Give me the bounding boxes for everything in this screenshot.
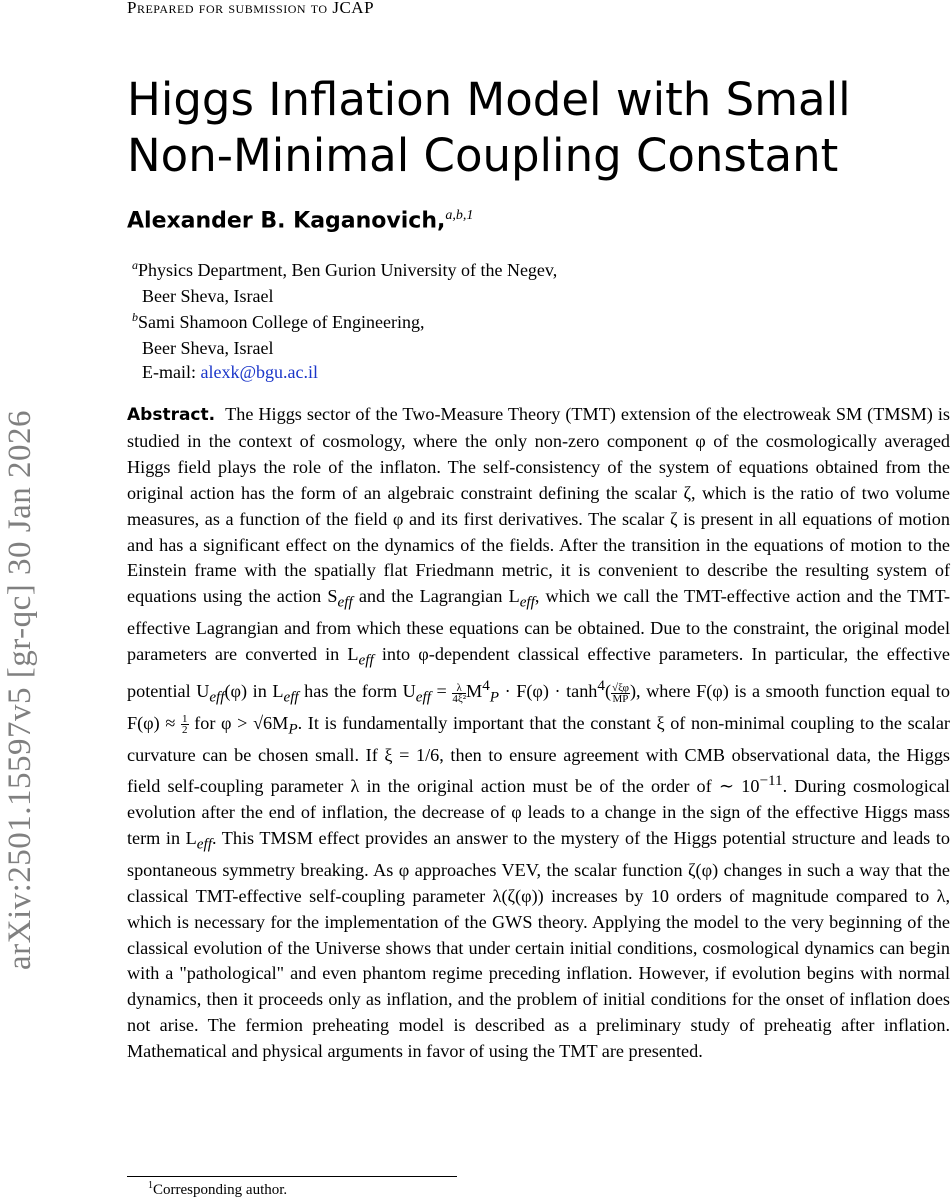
footnote-rule <box>127 1176 457 1177</box>
abstract: Abstract. The Higgs sector of the Two-Measure Theory (TMT) extension of the electroweak SM (TMSM) is studied in the context of cosmology, where the only non-zero component φ of the cosmologically averaged Higgs field plays the role of the inflaton. The self-consistency of the system of equations obtained from the original action has the form of an algebraic constraint defining the scalar ζ, which is the ratio of two volume measures, as a function of the field φ and its first derivatives. The scalar ζ is present in all equations of motion and has a significant effect on the dynamics of the fields. After the transition in the equations of motion to the Einstein frame with the spatially flat Friedmann metric, it is convenient to describe the resulting system of equations using the action $S_{eff}$ and the Lagrangian $L_{eff}$, which we call the TMT-effective action and the TMT-effective Lagrangian and from which these equations can be obtained. Due to the constraint, the original model parameters are converted in $L_{eff}$ into φ-dependent classical effective parameters. In particular, the effective potential $U_{eff}(\varphi)$ in $L_{eff}$ has the form $U_{eff}$ = $\frac{\lambda}{\text{4ξ²}}$ $M^4_P \cdot F(\varphi) \cdot \tanh^4$( $\frac{√\xi\varphi}{MP}$ ), where F(φ) is a smooth function equal to F(φ) ≈ $\frac{1}{2}$ for $\varphi > √6M_P$. It is fundamentally important that the constant ξ of non-minimal coupling to the scalar curvature can be chosen small. If ξ = 1/6, then to ensure agreement with CMB observational data, the Higgs field self-coupling parameter λ in the original action must be of the order of ∼ $10^{-11}$. During cosmological evolution after the end of inflation, the decrease of φ leads to a change in the sign of the effective Higgs mass term in $L_{eff}$. This TMSM effect provides an answer to the mystery of the Higgs potential structure and leads to spontaneous symmetry breaking. As φ approaches VEV, the scalar function ζ(φ) changes in such a way that the classical TMT-effective self-coupling parameter λ(ζ(φ)) increases by 10 orders of magnitude compared to λ, which is necessary for the implementation of the GWS theory. Applying the model to the very beginning of the classical evolution of the Universe shows that under certain initial conditions, cosmological dynamics can begin with a "pathological" and even phantom regime preceding inflation. However, if evolution begins with normal dynamics, then it proceeds only as inflation, and the problem of initial conditions for the onset of inflation does not arise. The fermion preheating model is described as a preliminary study of preheatig after inflation. Mathematical and physical arguments in favor of using the TMT are presented. <box>127 404 951 1062</box>
fraction-xi-phi: $\frac{√\xi\varphi}{MP}$ <box>612 681 629 705</box>
affiliation-a: $^a$Physics Department, Ben Gurion University of the Negev, Beer Sheva, Israel <box>132 258 558 306</box>
journal-header: Prepared for submission to JCAP <box>127 0 375 17</box>
author-line <box>127 208 473 233</box>
email-link[interactable]: alexk@bgu.ac.il <box>200 362 319 382</box>
fraction-half: $\frac{1}{2}$ <box>182 713 188 737</box>
footnote: $^1$Corresponding author. <box>148 1180 288 1198</box>
email-label: E-mail: <box>142 362 196 382</box>
email-line <box>142 362 318 383</box>
author-name: Alexander B. Kaganovich, <box>127 208 446 234</box>
paper-title: Higgs Inflation Model with Small Non-Minimal Coupling Constant <box>127 73 851 182</box>
author-marks: a,b,1 <box>445 208 474 223</box>
abstract-heading: Abstract. <box>127 405 216 425</box>
fraction-lambda: $\frac{\lambda}{\text{4ξ²}}$ <box>452 681 467 705</box>
arxiv-stamp: arXiv:2501.15597v5 [gr-qc] 30 Jan 2026 <box>2 410 38 970</box>
affiliation-b: $^b$Sami Shamoon College of Engineering, Beer Sheva, Israel <box>132 310 425 358</box>
